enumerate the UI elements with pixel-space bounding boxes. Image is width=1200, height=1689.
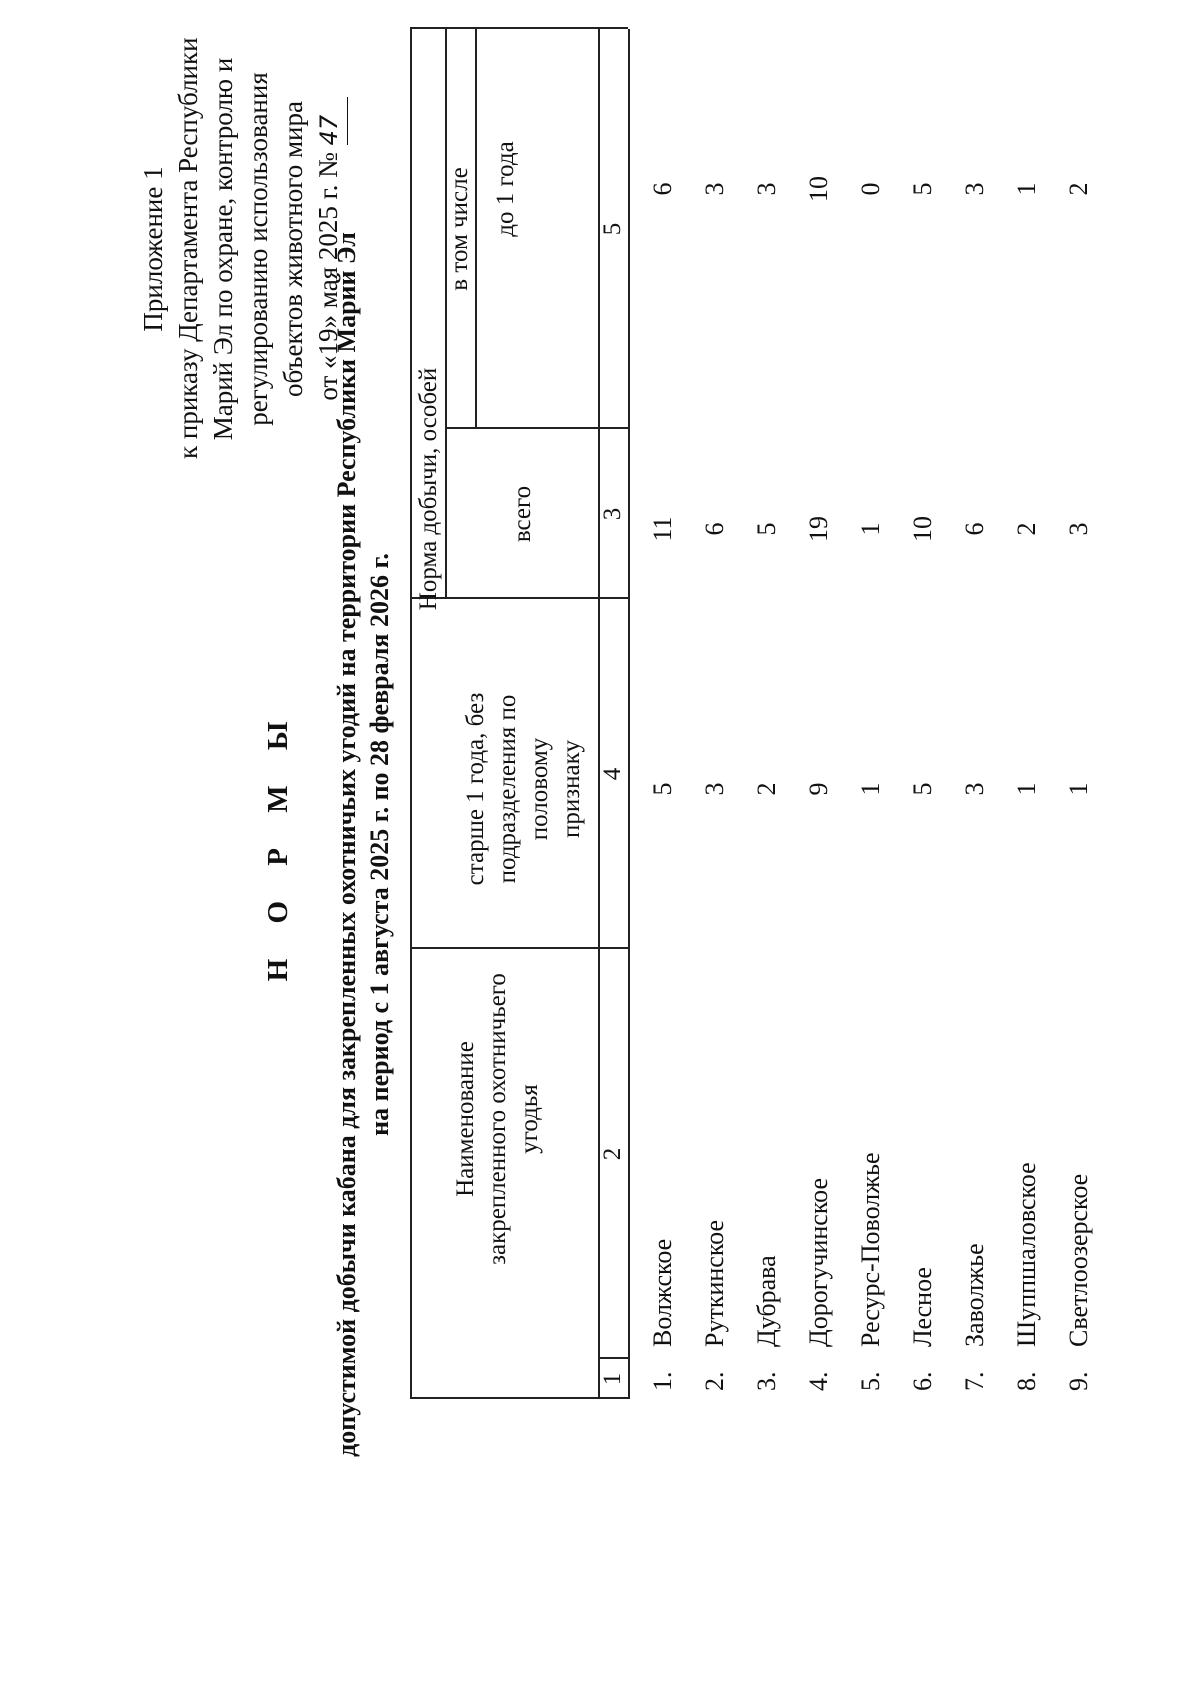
row-name: Ресурс-Поволжье bbox=[856, 1152, 885, 1347]
row-number: 4. bbox=[804, 1371, 833, 1391]
row-name: Заволжье bbox=[960, 1243, 989, 1347]
row-name: Шуппшаловское bbox=[1012, 1162, 1041, 1347]
col-number: 4 bbox=[599, 767, 626, 781]
row-total: 6 bbox=[960, 522, 989, 536]
row-younger: 2 bbox=[1064, 182, 1093, 196]
row-total: 1 bbox=[856, 522, 885, 536]
row-younger: 3 bbox=[700, 182, 729, 196]
row-older: 3 bbox=[960, 782, 989, 796]
row-total: 19 bbox=[804, 516, 833, 542]
row-name: Светлоозерское bbox=[1064, 1173, 1093, 1347]
col-number: 2 bbox=[599, 1147, 626, 1161]
col-number: 1 bbox=[599, 1372, 626, 1386]
row-name: Лесное bbox=[908, 1267, 937, 1347]
header-younger: до 1 года bbox=[492, 141, 519, 237]
row-number: 2. bbox=[700, 1371, 729, 1391]
row-younger: 10 bbox=[804, 176, 833, 202]
row-name: Дорогучинское bbox=[804, 1177, 833, 1347]
document-title: Н О Р М Ы bbox=[262, 707, 294, 982]
col-number: 5 bbox=[599, 222, 626, 236]
row-total: 2 bbox=[1012, 522, 1041, 536]
appendix-line: к приказу Департамента Республики bbox=[173, 37, 203, 459]
header-norm: Норма добычи, особей bbox=[415, 367, 442, 611]
row-younger: 3 bbox=[960, 182, 989, 196]
row-name: Волжское bbox=[648, 1238, 677, 1347]
row-number: 6. bbox=[908, 1371, 937, 1391]
appendix-line: регулированию использования bbox=[243, 72, 273, 426]
header-including: в том числе bbox=[446, 167, 473, 291]
row-younger: 1 bbox=[1012, 182, 1041, 196]
subtitle-line-2: на период с 1 августа 2025 г. по 28 февраля 2026 г. bbox=[365, 553, 394, 1136]
row-name: Руткинское bbox=[700, 1220, 729, 1347]
row-older: 1 bbox=[1064, 782, 1093, 796]
subtitle-line-1: допустимой добычи кабана для закрепленных охотничьих угодий на территории Республики Марий Эл bbox=[332, 232, 361, 1457]
row-younger: 3 bbox=[752, 182, 781, 196]
appendix-line: объектов животного мира bbox=[278, 101, 308, 397]
row-number: 7. bbox=[960, 1371, 989, 1391]
row-number: 8. bbox=[1012, 1371, 1041, 1391]
row-name: Дубрава bbox=[752, 1255, 781, 1347]
row-total: 6 bbox=[700, 522, 729, 536]
order-number-handwritten: 47 bbox=[312, 97, 348, 145]
appendix-line: Марий Эл по охране, контролю и bbox=[208, 57, 238, 441]
row-older: 2 bbox=[752, 782, 781, 796]
header-name: Наименование закрепленного охотничьего угодья bbox=[452, 973, 543, 1265]
row-total: 10 bbox=[908, 516, 937, 542]
appendix-line: Приложение 1 bbox=[138, 166, 168, 332]
row-younger: 6 bbox=[648, 182, 677, 196]
row-number: 5. bbox=[856, 1371, 885, 1391]
row-older: 5 bbox=[648, 782, 677, 796]
row-total: 11 bbox=[648, 516, 677, 542]
row-younger: 0 bbox=[856, 182, 885, 196]
appendix-date: от «19» мая 2025 г. № bbox=[313, 152, 343, 401]
row-number: 3. bbox=[752, 1371, 781, 1391]
row-younger: 5 bbox=[908, 182, 937, 196]
table-rule bbox=[410, 29, 412, 1399]
row-older: 9 bbox=[804, 782, 833, 796]
col-number: 3 bbox=[599, 507, 626, 521]
row-total: 3 bbox=[1064, 522, 1093, 536]
row-older: 3 bbox=[700, 782, 729, 796]
row-total: 5 bbox=[752, 522, 781, 536]
row-number: 1. bbox=[648, 1371, 677, 1391]
row-older: 5 bbox=[908, 782, 937, 796]
header-total: всего bbox=[509, 485, 536, 543]
header-older: старше 1 года, без подразделения по половому признаку bbox=[462, 692, 585, 886]
table-rule bbox=[410, 1398, 628, 1400]
row-older: 1 bbox=[1012, 782, 1041, 796]
row-older: 1 bbox=[856, 782, 885, 796]
row-number: 9. bbox=[1064, 1371, 1093, 1391]
